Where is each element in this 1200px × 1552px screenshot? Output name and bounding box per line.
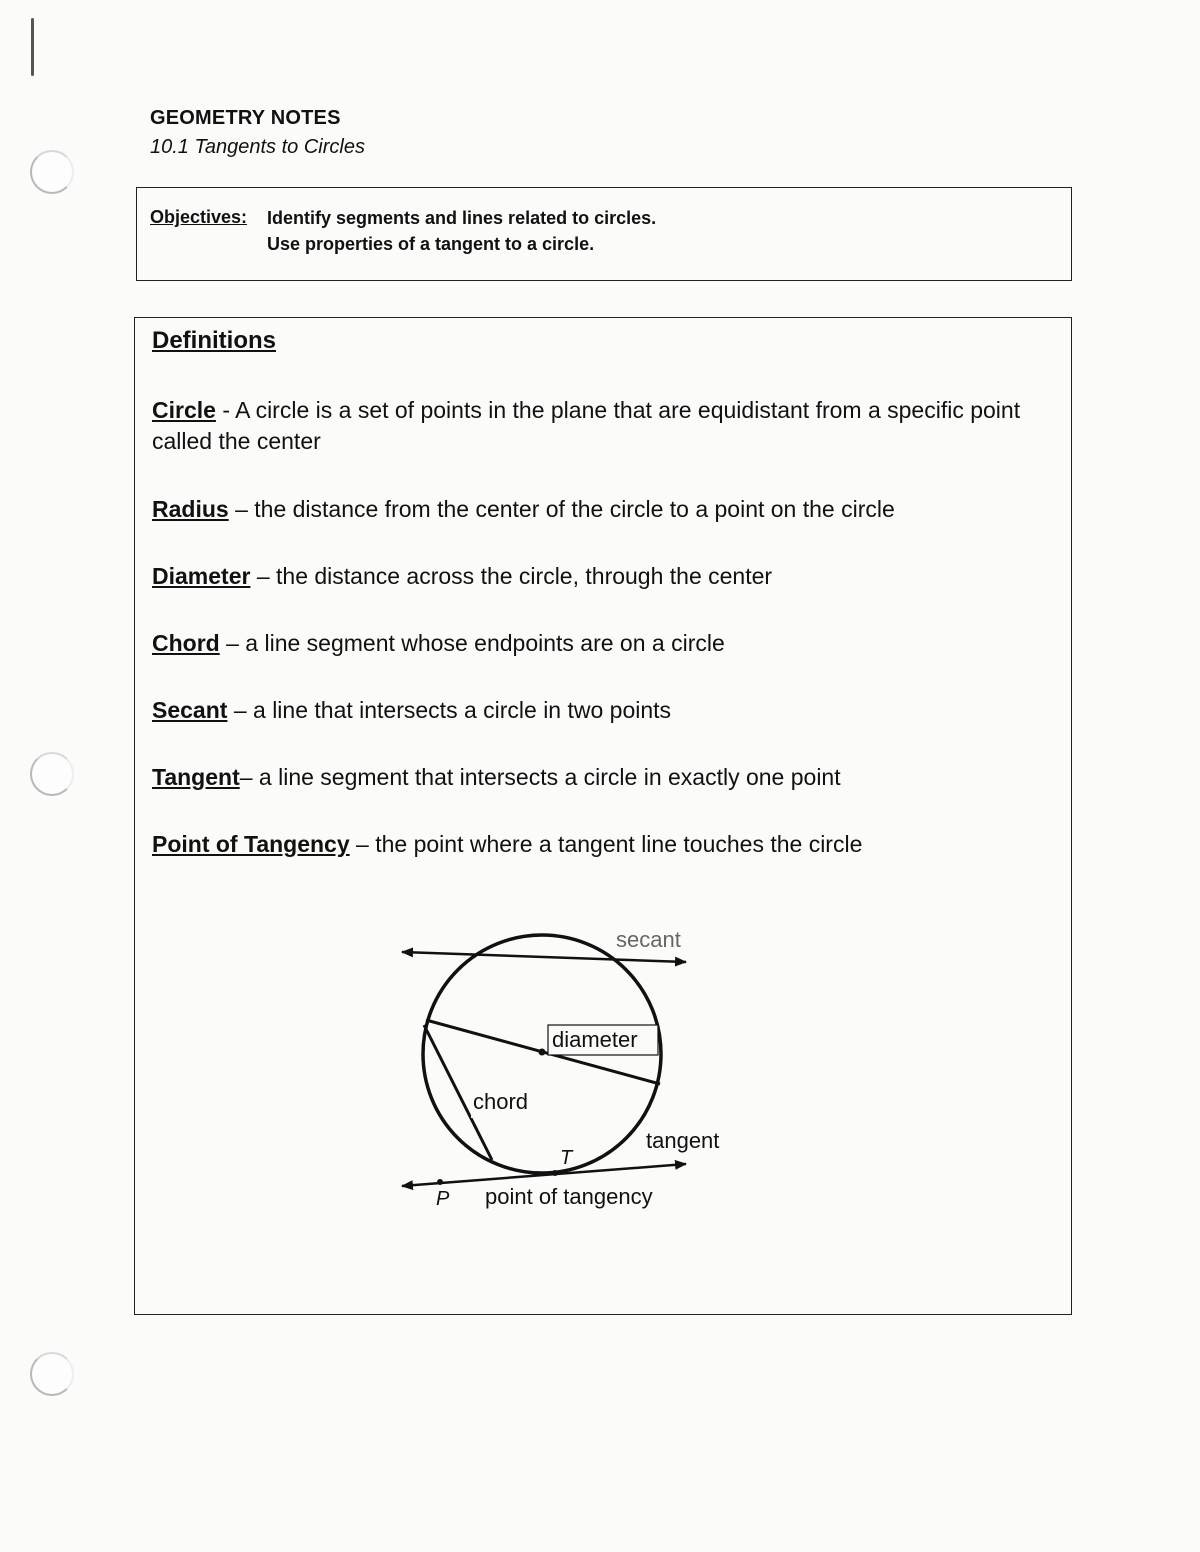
definition-term: Chord — [152, 630, 220, 656]
definition-text: the point where a tangent line touches the circle — [375, 831, 863, 857]
page-subtitle: 10.1 Tangents to Circles — [150, 136, 365, 158]
point-of-tangency-label: point of tangency — [485, 1184, 653, 1209]
definition-separator: – — [219, 630, 246, 656]
definition-term: Secant — [152, 697, 228, 723]
definition-term: Radius — [152, 496, 229, 522]
definition-term: Diameter — [152, 563, 251, 589]
point-of-tangency-dot — [552, 1170, 558, 1176]
secant-label: secant — [616, 927, 681, 952]
definition-separator: – — [349, 831, 376, 857]
definition-text: a line that intersects a circle in two points — [253, 697, 672, 723]
definition-text: A circle is a set of points in the plane that are equidistant from a specific point called the center — [152, 397, 1021, 454]
definition-text: the distance from the center of the circle to a point on the circle — [254, 496, 895, 522]
definition-text: a line segment whose endpoints are on a circle — [245, 630, 725, 656]
tangent-label: tangent — [646, 1128, 720, 1153]
definition-term: Tangent — [152, 764, 240, 790]
definition-separator: – — [239, 764, 259, 790]
definition-separator: – — [250, 563, 277, 589]
definition-term: Circle — [152, 397, 216, 423]
definition-text: a line segment that intersects a circle in exactly one point — [258, 764, 841, 790]
objective-item: Use properties of a tangent to a circle. — [267, 234, 595, 254]
page-title: GEOMETRY NOTES — [150, 107, 341, 129]
point-t-label: T — [560, 1147, 573, 1169]
objective-item: Identify segments and lines related to circles. — [267, 208, 657, 228]
definition-term: Point of Tangency — [152, 831, 350, 857]
objectives-label: Objectives: — [150, 207, 248, 227]
diameter-label: diameter — [552, 1027, 638, 1052]
point-p-dot — [437, 1179, 443, 1185]
definition-separator: – — [227, 697, 254, 723]
definitions-heading: Definitions — [152, 327, 276, 354]
definition-separator: – — [228, 496, 255, 522]
tangent-line — [402, 1164, 686, 1186]
definition-text: the distance across the circle, through the center — [276, 563, 773, 589]
point-p-label: P — [436, 1188, 450, 1210]
secant-line — [402, 952, 686, 962]
chord-label: chord — [473, 1089, 529, 1114]
center-point — [539, 1049, 546, 1056]
definition-separator: - — [215, 397, 236, 423]
